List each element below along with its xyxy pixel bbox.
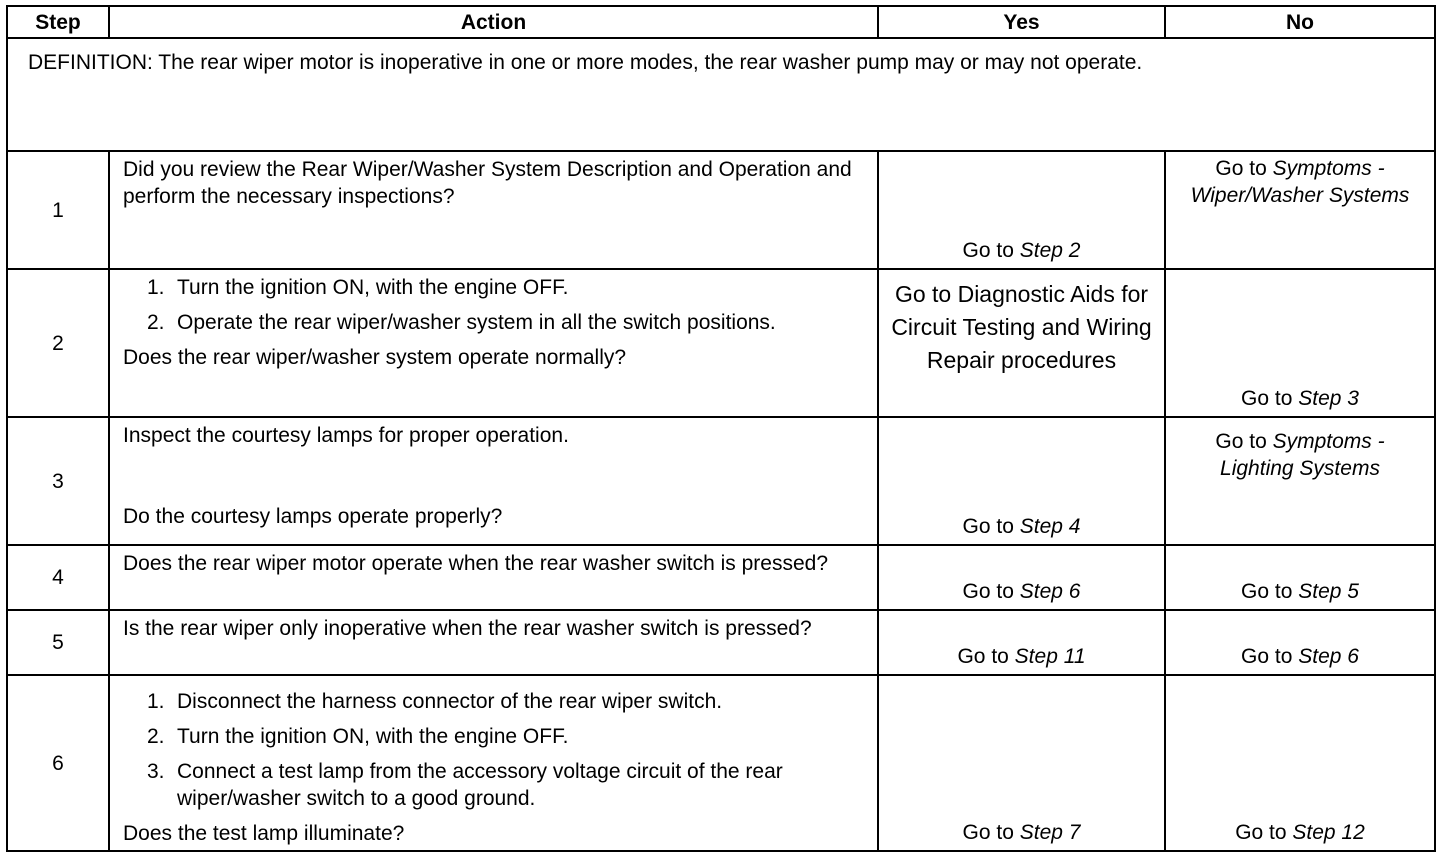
step-number: 6 (7, 675, 109, 851)
no-cell (1165, 417, 1435, 545)
action-question: Does the rear wiper/washer system operate normally? (123, 346, 627, 369)
diagnostic-table-page (6, 5, 1434, 852)
goto-prefix: Go to (1241, 580, 1299, 603)
step-number: 4 (7, 545, 109, 610)
item-number: 1. (147, 690, 165, 713)
yes-cell (878, 417, 1165, 545)
table-row (7, 417, 1435, 545)
yes-goto[interactable] (879, 643, 1164, 670)
goto-link: Symptoms - Wiper/Washer Systems (1190, 157, 1410, 207)
header-row (7, 6, 1435, 38)
yes-cell (878, 269, 1165, 417)
item-text: Operate the rear wiper/washer system in all the switch positions. (177, 311, 776, 334)
header-step: Step (7, 6, 109, 38)
action-steps (123, 274, 865, 336)
yes-goto[interactable] (879, 237, 1164, 264)
goto-prefix: Go to (962, 580, 1020, 603)
goto-prefix: Go to (1241, 645, 1299, 668)
step-number: 3 (7, 417, 109, 545)
header-yes: Yes (878, 6, 1165, 38)
item-number: 2. (147, 725, 165, 748)
yes-cell (878, 675, 1165, 851)
item-text: Connect a test lamp from the accessory voltage circuit of the rear wiper/washer switch to a good ground. (177, 760, 783, 810)
yes-cell (878, 151, 1165, 269)
goto-prefix: Go to (962, 821, 1020, 844)
goto-link: Step 6 (1019, 580, 1081, 603)
goto-prefix: Go to (962, 515, 1020, 538)
no-goto[interactable] (1166, 578, 1434, 605)
action-text: Does the rear wiper motor operate when the rear washer switch is pressed? (123, 552, 828, 575)
goto-link: Step 2 (1019, 239, 1081, 262)
action-text: Is the rear wiper only inoperative when the rear washer switch is pressed? (123, 617, 812, 640)
action-cell (109, 269, 878, 417)
action-step-item (147, 688, 865, 715)
no-cell (1165, 151, 1435, 269)
no-goto[interactable] (1166, 819, 1434, 846)
goto-prefix: Go to (1241, 387, 1299, 410)
table-row (7, 545, 1435, 610)
no-goto[interactable] (1166, 418, 1434, 482)
item-number: 2. (147, 311, 165, 334)
no-goto[interactable] (1166, 385, 1434, 412)
no-goto[interactable] (1166, 152, 1434, 209)
no-goto[interactable] (1166, 643, 1434, 670)
item-text: Turn the ignition ON, with the engine OFF. (177, 276, 569, 299)
step-number: 2 (7, 269, 109, 417)
goto-prefix: Go to (1235, 821, 1293, 844)
header-action: Action (109, 6, 878, 38)
action-cell (109, 545, 878, 610)
no-cell (1165, 545, 1435, 610)
yes-goto[interactable] (879, 513, 1164, 540)
action-steps (123, 688, 865, 812)
diagnostic-table (6, 5, 1436, 852)
action-step-item (147, 274, 865, 301)
goto-link: Step 7 (1019, 821, 1081, 844)
table-row (7, 269, 1435, 417)
action-text: Inspect the courtesy lamps for proper operation. (123, 424, 569, 447)
goto-link: Step 6 (1298, 645, 1359, 668)
goto-prefix: Go to (1215, 157, 1273, 180)
action-text: Did you review the Rear Wiper/Washer System Description and Operation and perform the necessary inspections? (123, 158, 852, 208)
item-number: 3. (147, 760, 165, 783)
yes-goto[interactable] (879, 819, 1164, 846)
yes-cell (878, 545, 1165, 610)
item-text: Disconnect the harness connector of the rear wiper switch. (177, 690, 723, 713)
goto-link: Step 12 (1292, 821, 1365, 844)
yes-cell (878, 610, 1165, 675)
goto-prefix: Go to (957, 645, 1015, 668)
table-row (7, 675, 1435, 851)
goto-prefix: Go to (1215, 430, 1273, 453)
item-text: Turn the ignition ON, with the engine OFF. (177, 725, 569, 748)
no-cell (1165, 269, 1435, 417)
definition-text: DEFINITION: The rear wiper motor is inoperative in one or more modes, the rear washer pump may or may not operate. (7, 38, 1435, 151)
goto-link: Step 5 (1298, 580, 1359, 603)
yes-goto[interactable]: Go to Diagnostic Aids for Circuit Testing and Wiring Repair procedures (891, 281, 1152, 373)
definition-row (7, 38, 1435, 151)
goto-prefix: Go to (962, 239, 1020, 262)
goto-link: Step 3 (1298, 387, 1359, 410)
action-cell (109, 417, 878, 545)
no-cell (1165, 610, 1435, 675)
goto-link: Step 11 (1014, 645, 1086, 668)
action-step-item (147, 309, 865, 336)
step-number: 5 (7, 610, 109, 675)
item-number: 1. (147, 276, 165, 299)
spacer (123, 449, 865, 503)
header-no: No (1165, 6, 1435, 38)
action-cell (109, 610, 878, 675)
action-step-item (147, 758, 865, 812)
action-cell (109, 151, 878, 269)
goto-link: Step 4 (1019, 515, 1081, 538)
table-row (7, 610, 1435, 675)
no-cell (1165, 675, 1435, 851)
goto-link: Symptoms - Lighting Systems (1220, 430, 1385, 480)
action-question: Do the courtesy lamps operate properly? (123, 505, 503, 528)
step-number: 1 (7, 151, 109, 269)
table-row (7, 151, 1435, 269)
yes-goto[interactable] (879, 578, 1164, 605)
action-cell (109, 675, 878, 851)
action-question: Does the test lamp illuminate? (123, 822, 405, 845)
action-step-item (147, 723, 865, 750)
